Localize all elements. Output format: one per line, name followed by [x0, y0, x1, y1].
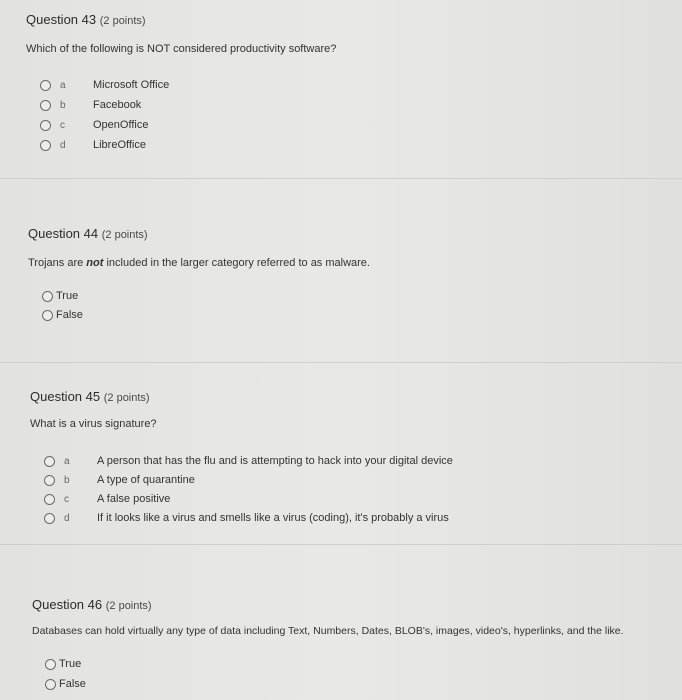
radio-icon[interactable]: [44, 456, 55, 467]
option-a[interactable]: [40, 77, 170, 93]
radio-icon[interactable]: [45, 659, 56, 670]
question-title: Question 45: [30, 389, 101, 404]
question-44-header: [28, 226, 148, 241]
question-43-block: [0, 0, 682, 178]
option-text: Facebook: [93, 99, 142, 111]
question-points: (2 points): [103, 392, 150, 404]
option-false[interactable]: [42, 307, 83, 323]
option-letter: b: [64, 474, 70, 486]
radio-icon[interactable]: [44, 494, 55, 505]
option-b[interactable]: [44, 472, 195, 488]
option-text: A false positive: [97, 493, 171, 505]
option-text: False: [59, 678, 86, 690]
option-text: True: [56, 290, 79, 302]
question-title: Question 43: [26, 12, 97, 27]
option-text: If it looks like a virus and smells like a virus (coding), it's probably a virus: [97, 512, 449, 524]
option-letter: c: [64, 493, 69, 505]
radio-icon[interactable]: [40, 140, 51, 151]
option-text: OpenOffice: [93, 119, 149, 131]
question-43-header: [26, 12, 146, 27]
question-44-block: [0, 179, 682, 362]
radio-icon[interactable]: [40, 100, 51, 111]
option-letter: d: [60, 139, 66, 151]
question-text-after: included in the larger category referred to as malware.: [103, 257, 370, 269]
radio-icon[interactable]: [40, 120, 51, 131]
question-text: What is a virus signature?: [30, 418, 157, 430]
question-46-block: [0, 545, 682, 700]
question-title: Question 46: [32, 597, 103, 612]
question-text: [28, 257, 370, 269]
question-points: (2 points): [105, 600, 152, 612]
radio-icon[interactable]: [44, 513, 55, 524]
question-46-header: [32, 597, 152, 612]
option-text: A person that has the flu and is attempting to hack into your digital device: [97, 455, 453, 467]
question-45-block: [0, 363, 682, 544]
option-a[interactable]: [44, 453, 453, 469]
option-b[interactable]: [40, 97, 142, 113]
radio-icon[interactable]: [45, 679, 56, 690]
question-title: Question 44: [28, 226, 99, 241]
question-text-emphasis: not: [86, 257, 104, 269]
option-letter: d: [64, 512, 70, 524]
option-text: True: [59, 658, 82, 670]
question-points: (2 points): [99, 15, 146, 27]
option-d[interactable]: [44, 510, 449, 526]
option-letter: a: [64, 455, 70, 467]
question-text-before: Trojans are: [28, 257, 87, 269]
radio-icon[interactable]: [40, 80, 51, 91]
option-text: A type of quarantine: [97, 474, 195, 486]
option-text: Microsoft Office: [93, 79, 170, 91]
option-text: False: [56, 309, 83, 321]
question-45-header: [30, 389, 150, 404]
option-true[interactable]: [42, 288, 78, 304]
option-text: LibreOffice: [93, 139, 146, 151]
radio-icon[interactable]: [42, 291, 53, 302]
question-text: Which of the following is NOT considered productivity software?: [26, 43, 337, 55]
question-points: (2 points): [101, 229, 148, 241]
radio-icon[interactable]: [44, 475, 55, 486]
option-c[interactable]: [44, 491, 171, 507]
option-letter: b: [60, 99, 66, 111]
option-c[interactable]: [40, 117, 149, 133]
option-letter: a: [60, 79, 66, 91]
option-letter: c: [60, 119, 65, 131]
option-false[interactable]: [45, 676, 86, 692]
question-text: Databases can hold virtually any type of data including Text, Numbers, Dates, BLOB's, images, video's, hyperlinks, and the like.: [32, 625, 624, 637]
radio-icon[interactable]: [42, 310, 53, 321]
option-d[interactable]: [40, 137, 146, 153]
option-true[interactable]: [45, 656, 81, 672]
